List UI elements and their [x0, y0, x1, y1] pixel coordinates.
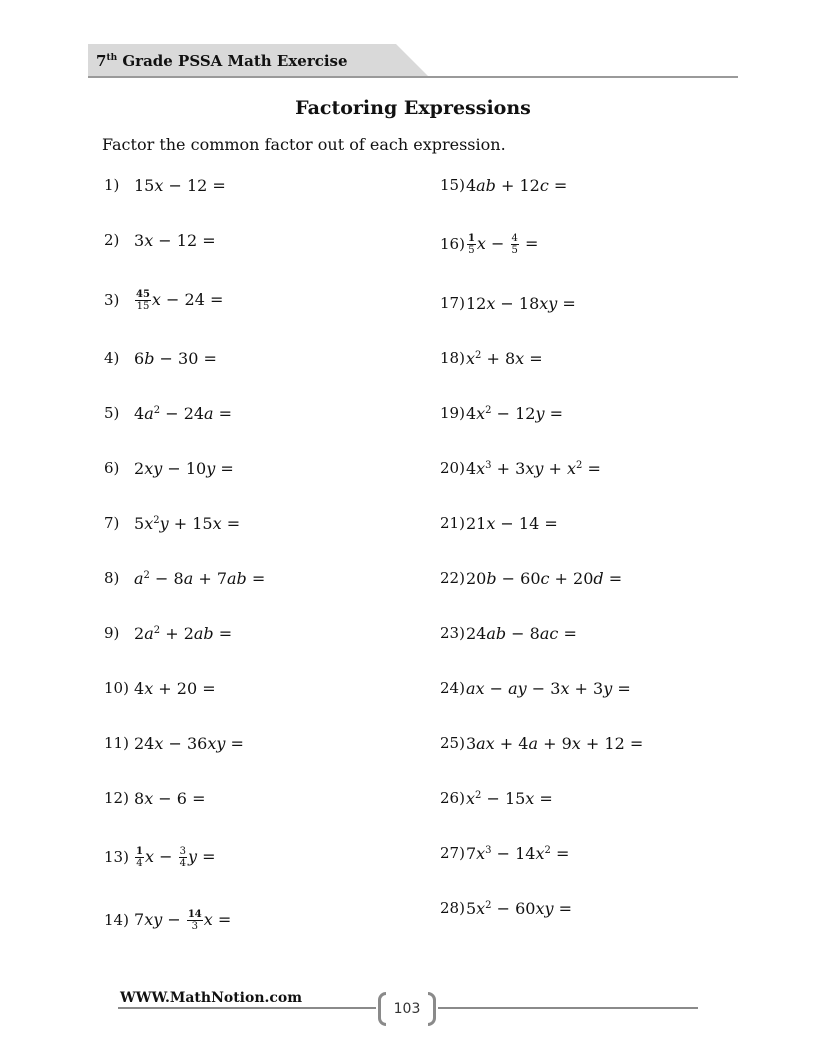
problem-5 — [104, 393, 232, 433]
problem-expression: $\frac{45}{15}$ x − 24 = — [136, 288, 224, 312]
problem-expression: $5x^2y + 15x$ = — [134, 513, 241, 533]
problem-expression: $x^2 - 15x$ = — [465, 788, 553, 808]
fraction: $\frac{4}{5}$ — [511, 232, 518, 256]
footer-rule-left — [118, 1007, 376, 1009]
problem-14 — [104, 900, 231, 940]
problem-number: 5) — [104, 404, 120, 422]
problem-expression: 21x − 14 = — [465, 513, 558, 533]
problem-expression: $4x^2 - 12y$ = — [465, 403, 564, 423]
problem-9 — [104, 613, 232, 653]
header-title-rest: Grade PSSA Math Exercise — [117, 52, 348, 70]
instruction-text: Factor the common factor out of each expression. — [102, 135, 506, 154]
problem-number: 25) — [440, 734, 465, 752]
problem-13 — [104, 837, 216, 877]
problem-15 — [440, 165, 567, 205]
footer-rule-right — [438, 1007, 698, 1009]
problem-number: 26) — [440, 789, 465, 807]
problem-number: 8) — [104, 569, 120, 587]
problem-7 — [104, 503, 240, 543]
fraction: $\frac{1}{4}$ — [136, 845, 143, 869]
problem-expression: 4x + 20 = — [134, 678, 216, 698]
right-brace-icon — [428, 992, 436, 1026]
problem-expression: $\frac{1}{4}$ x − $\frac{3}{4}$ y = — [136, 845, 216, 869]
fraction: $\frac{3}{4}$ — [179, 845, 186, 869]
problem-expression: $x^2 + 8x$ = — [465, 348, 543, 368]
problem-number: 13) — [104, 848, 129, 866]
problem-8 — [104, 558, 265, 598]
page-number-box — [378, 992, 436, 1026]
problem-expression: $4a^2 - 24a$ = — [134, 403, 233, 423]
problem-27 — [440, 833, 569, 873]
fraction: $\frac{1}{5}$ — [467, 232, 475, 256]
problem-expression: 3ax + 4a + 9x + 12 = — [465, 733, 644, 753]
problem-28 — [440, 888, 572, 928]
problem-number: 2) — [104, 231, 120, 249]
problem-number: 4) — [104, 349, 120, 367]
problem-1 — [104, 165, 226, 205]
problem-expression: 2xy − 10y = — [134, 458, 234, 478]
problem-number: 16) — [440, 235, 465, 253]
problem-expression: $7x^3 - 14x^2$ = — [465, 843, 570, 863]
problem-18 — [440, 338, 543, 378]
problem-26 — [440, 778, 553, 818]
problem-number: 28) — [440, 899, 465, 917]
problem-number: 3) — [104, 291, 120, 309]
grade-suffix: th — [106, 53, 118, 63]
problem-24 — [440, 668, 631, 708]
problem-expression: $5x^2 - 60xy$ = — [465, 898, 573, 918]
problem-number: 14) — [104, 911, 129, 929]
problem-20 — [440, 448, 601, 488]
header-rule — [88, 76, 738, 78]
problem-22 — [440, 558, 622, 598]
problem-expression: 3x − 12 = — [134, 230, 216, 250]
problem-number: 17) — [440, 294, 465, 312]
problem-number: 20) — [440, 459, 465, 477]
problem-number: 24) — [440, 679, 465, 697]
problem-expression: 12x − 18xy = — [465, 293, 576, 313]
problem-number: 21) — [440, 514, 465, 532]
problem-number: 12) — [104, 789, 129, 807]
problem-expression: 24x − 36xy = — [134, 733, 244, 753]
fraction: $\frac{14}{3}$ — [187, 908, 202, 932]
problem-expression: 24ab − 8ac = — [465, 623, 577, 643]
page-title: Factoring Expressions — [295, 97, 531, 119]
problem-6 — [104, 448, 234, 488]
problem-number: 7) — [104, 514, 120, 532]
problem-23 — [440, 613, 577, 653]
fraction: $\frac{45}{15}$ — [136, 288, 150, 312]
problem-25 — [440, 723, 643, 763]
problem-expression: 8x − 6 = — [134, 788, 206, 808]
problem-number: 18) — [440, 349, 465, 367]
problem-10 — [104, 668, 216, 708]
problem-19 — [440, 393, 563, 433]
problem-3 — [104, 280, 223, 320]
footer-website: WWW.MathNotion.com — [120, 990, 303, 1006]
problem-expression: $a^2 - 8a + 7ab$ = — [134, 568, 266, 588]
problem-number: 22) — [440, 569, 465, 587]
problem-2 — [104, 220, 216, 260]
problem-expression: 7xy − $\frac{14}{3}$ x = — [134, 908, 232, 932]
grade-number: 7 — [96, 52, 107, 70]
problem-16 — [440, 224, 538, 264]
problem-expression: $2a^2 + 2ab$ = — [134, 623, 233, 643]
problem-expression: 6b − 30 = — [134, 348, 217, 368]
problem-17 — [440, 283, 576, 323]
problem-number: 19) — [440, 404, 465, 422]
problem-21 — [440, 503, 558, 543]
problem-number: 9) — [104, 624, 120, 642]
problem-expression: 4ab + 12c = — [465, 175, 568, 195]
problem-12 — [104, 778, 205, 818]
problem-4 — [104, 338, 217, 378]
problem-expression: 20b − 60c + 20d = — [465, 568, 623, 588]
problem-expression: $4x^3 + 3xy + x^2$ = — [465, 458, 601, 478]
problem-number: 10) — [104, 679, 129, 697]
problem-expression: ax − ay − 3x + 3y = — [465, 678, 631, 698]
problem-expression: 15x − 12 = — [134, 175, 226, 195]
problem-number: 27) — [440, 844, 465, 862]
problem-number: 11) — [104, 734, 129, 752]
problem-number: 6) — [104, 459, 120, 477]
problem-11 — [104, 723, 244, 763]
problem-expression: $\frac{1}{5}$ x − $\frac{4}{5}$ = — [467, 232, 539, 256]
header-title — [96, 52, 348, 70]
left-brace-icon — [378, 992, 386, 1026]
problem-number: 1) — [104, 176, 120, 194]
problem-number: 15) — [440, 176, 465, 194]
page-number: 103 — [393, 1001, 421, 1017]
problem-number: 23) — [440, 624, 465, 642]
